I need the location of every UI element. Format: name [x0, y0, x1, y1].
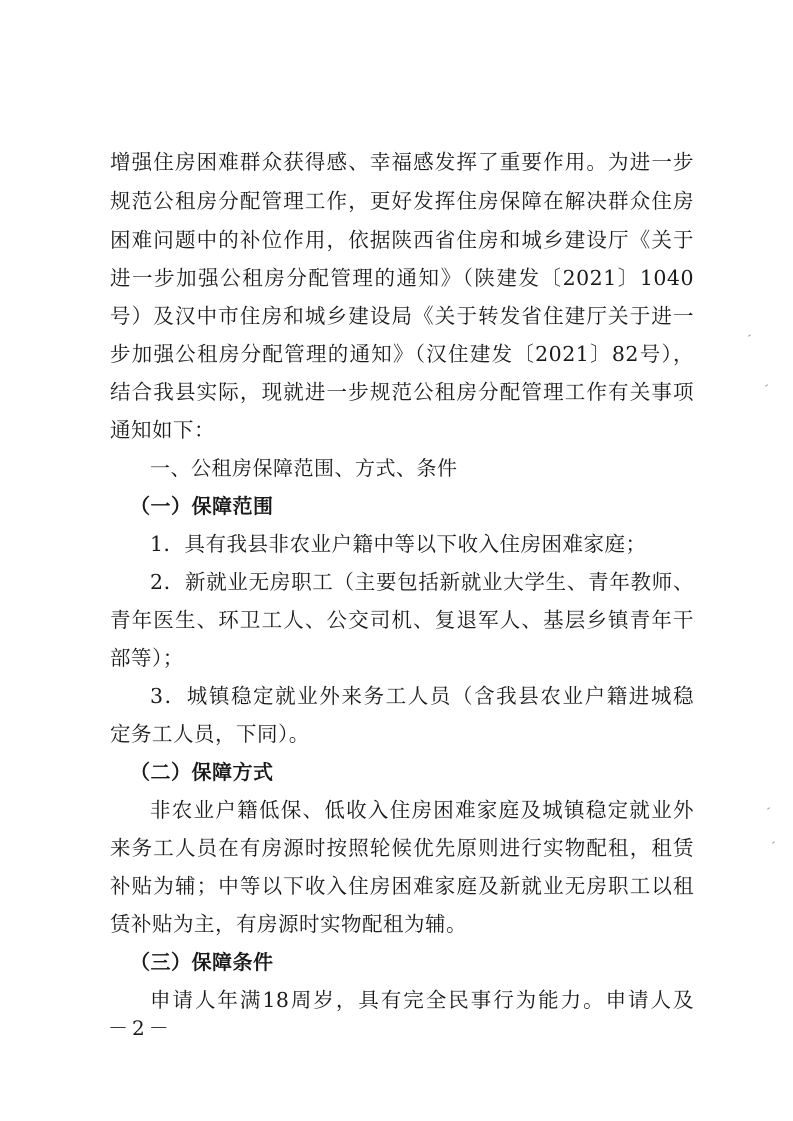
body-line: 赁补贴为主，有房源时实物配租为辅。 — [110, 912, 467, 936]
body-line: 结合我县实际，现就进一步规范公租房分配管理工作有关事项 — [110, 380, 694, 404]
body-line: 进一步加强公租房分配管理的通知》（陕建发〔2021〕1040 — [110, 266, 694, 290]
list-item: 2．新就业无房职工（主要包括新就业大学生、青年教师、 — [150, 570, 694, 594]
list-item: 部等）； — [110, 646, 184, 670]
body-line: 申请人年满18周岁，具有完全民事行为能力。申请人及 — [150, 988, 694, 1012]
body-line: 非农业户籍低保、低收入住房困难家庭及城镇稳定就业外 — [150, 798, 694, 822]
subsection-heading: （一）保障范围 — [130, 494, 274, 518]
body-line: 补贴为辅；中等以下收入住房困难家庭及新就业无房职工以租 — [110, 874, 694, 898]
list-item: 定务工人员，下同）。 — [110, 722, 310, 746]
scan-speck — [748, 334, 751, 337]
section-heading: 一、公租房保障范围、方式、条件 — [150, 456, 458, 480]
scan-speck — [772, 841, 775, 844]
list-item: 1．具有我县非农业户籍中等以下收入住房困难家庭； — [150, 532, 647, 556]
scan-speck — [767, 807, 770, 810]
scan-speck — [765, 384, 768, 387]
body-line: 号）及汉中市住房和城乡建设局《关于转发省住建厅关于进一 — [110, 304, 694, 328]
body-line: 困难问题中的补位作用，依据陕西省住房和城乡建设厅《关于 — [110, 228, 694, 252]
body-line: 来务工人员在有房源时按照轮候优先原则进行实物配租，租赁 — [110, 836, 694, 860]
list-item: 青年医生、环卫工人、公交司机、复退军人、基层乡镇青年干 — [110, 608, 694, 632]
subsection-heading: （三）保障条件 — [130, 950, 274, 974]
body-line: 增强住房困难群众获得感、幸福感发挥了重要作用。为进一步 — [110, 150, 694, 174]
list-item: 3．城镇稳定就业外来务工人员（含我县农业户籍进城稳 — [150, 684, 694, 708]
subsection-heading: （二）保障方式 — [130, 760, 274, 784]
page-number: －2－ — [108, 1016, 173, 1040]
body-line: 规范公租房分配管理工作，更好发挥住房保障在解决群众住房 — [110, 189, 694, 213]
body-line: 通知如下： — [110, 418, 215, 442]
body-line: 步加强公租房分配管理的通知》（汉住建发〔2021〕82号）， — [110, 342, 694, 366]
